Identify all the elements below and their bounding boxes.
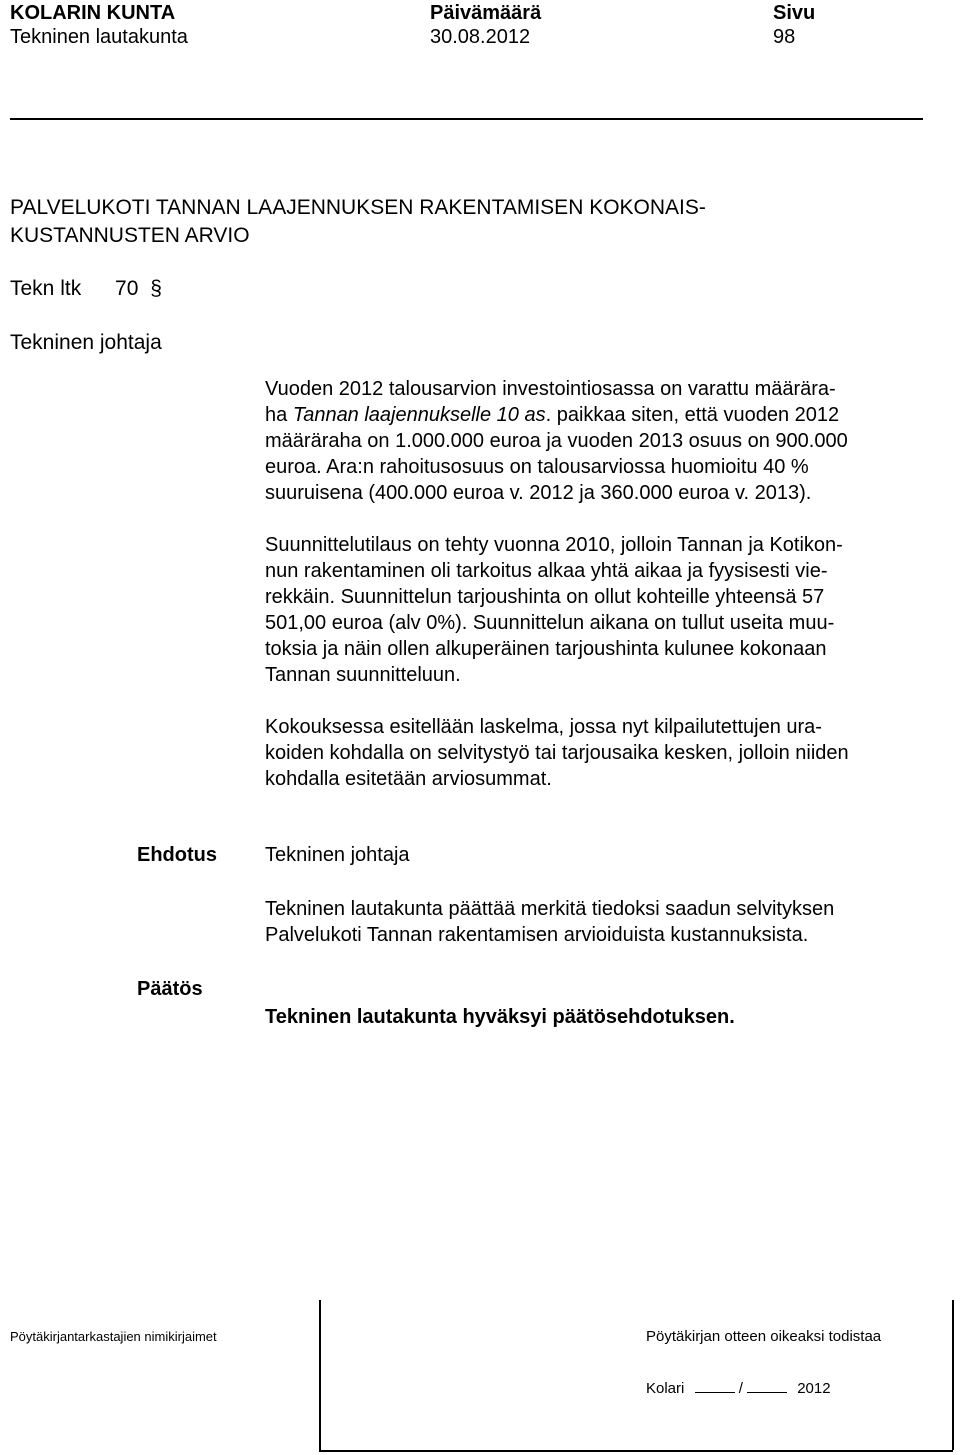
proposal-by: Tekninen johtaja bbox=[265, 844, 410, 866]
proposal-label: Ehdotus bbox=[137, 844, 217, 866]
footer-right-border bbox=[952, 1300, 954, 1450]
section-reference bbox=[10, 276, 162, 302]
paragraph-planning: Suunnittelutilaus on tehty vuonna 2010, jolloin Tannan ja Kotikon- nun rakentaminen oli tarkoitus alkaa yhtä aikaa ja fyysisesti vie- rekkäin. Suunnittelun tarjoushinta on ollut kohteille yhteensä 57 501,00 euroa (alv 0%). Suunnittelun aikana on tullut useita muu- toksia ja näin ollen alkuperäinen tarjoushinta kulunee kokonaan Tannan suunnitteluun. bbox=[265, 534, 843, 686]
presenter: Tekninen johtaja bbox=[10, 331, 162, 354]
month-blank bbox=[747, 1378, 787, 1393]
section-symbol: § bbox=[150, 277, 162, 300]
ref-label: Tekn ltk bbox=[10, 277, 82, 300]
paragraph-budget-part-2: . paikkaa siten, että vuoden 2012 määräraha on 1.000.000 euroa ja vuoden 2013 osuus on 900.000 euroa. Ara:n rahoitusosuus on talousarviossa huomioitu 40 % suuruisena (400.000 euroa v. 2012 ja 360.000 euroa v. 2013). bbox=[265, 404, 848, 504]
paragraph-meeting: Kokouksessa esitellään laskelma, jossa nyt kilpailutettujen ura- koiden kohdalla on selvitystyö tai tarjousaika kesken, jolloin niiden kohdalla esitetään arviosummat. bbox=[265, 716, 849, 790]
org-name: KOLARIN KUNTA bbox=[10, 2, 176, 24]
paragraph-budget bbox=[265, 376, 955, 506]
certification-label: Pöytäkirjan otteen oikeaksi todistaa bbox=[646, 1328, 882, 1345]
day-blank bbox=[695, 1378, 735, 1393]
date-label: Päivämäärä bbox=[430, 2, 542, 24]
place: Kolari bbox=[646, 1380, 685, 1397]
page-number: 98 bbox=[773, 26, 796, 48]
year: 2012 bbox=[797, 1380, 831, 1397]
footer-bottom-border bbox=[319, 1450, 953, 1452]
date-separator: / bbox=[738, 1380, 743, 1397]
decision-label: Päätös bbox=[137, 978, 203, 1000]
reviewers-initials-label: Pöytäkirjantarkastajien nimikirjaimet bbox=[10, 1329, 217, 1344]
committee-name: Tekninen lautakunta bbox=[10, 26, 188, 48]
proposal-text: Tekninen lautakunta päättää merkitä tiedoksi saadun selvityksen Palvelukoti Tannan rakentamisen arvioiduista kustannuksista. bbox=[265, 898, 835, 946]
body-text bbox=[265, 376, 955, 792]
date-value: 30.08.2012 bbox=[430, 26, 531, 48]
date-signature-line bbox=[646, 1378, 831, 1398]
title-line-2: KUSTANNUSTEN ARVIO bbox=[10, 224, 250, 247]
page-label: Sivu bbox=[773, 2, 816, 24]
paragraph-budget-part-1: Vuoden 2012 talousarvion investointiosassa on varattu määrära- ha bbox=[265, 378, 836, 426]
paragraph-budget-italic: Tannan laajennukselle 10 as bbox=[292, 404, 546, 426]
footer-left-border bbox=[319, 1300, 321, 1450]
header-divider bbox=[10, 118, 923, 120]
ref-number: 70 bbox=[115, 277, 139, 300]
decision-text: Tekninen lautakunta hyväksyi päätösehdotuksen. bbox=[265, 1006, 735, 1028]
title-line-1: PALVELUKOTI TANNAN LAAJENNUKSEN RAKENTAMISEN KOKONAIS- bbox=[10, 196, 706, 219]
document-title bbox=[10, 194, 706, 250]
